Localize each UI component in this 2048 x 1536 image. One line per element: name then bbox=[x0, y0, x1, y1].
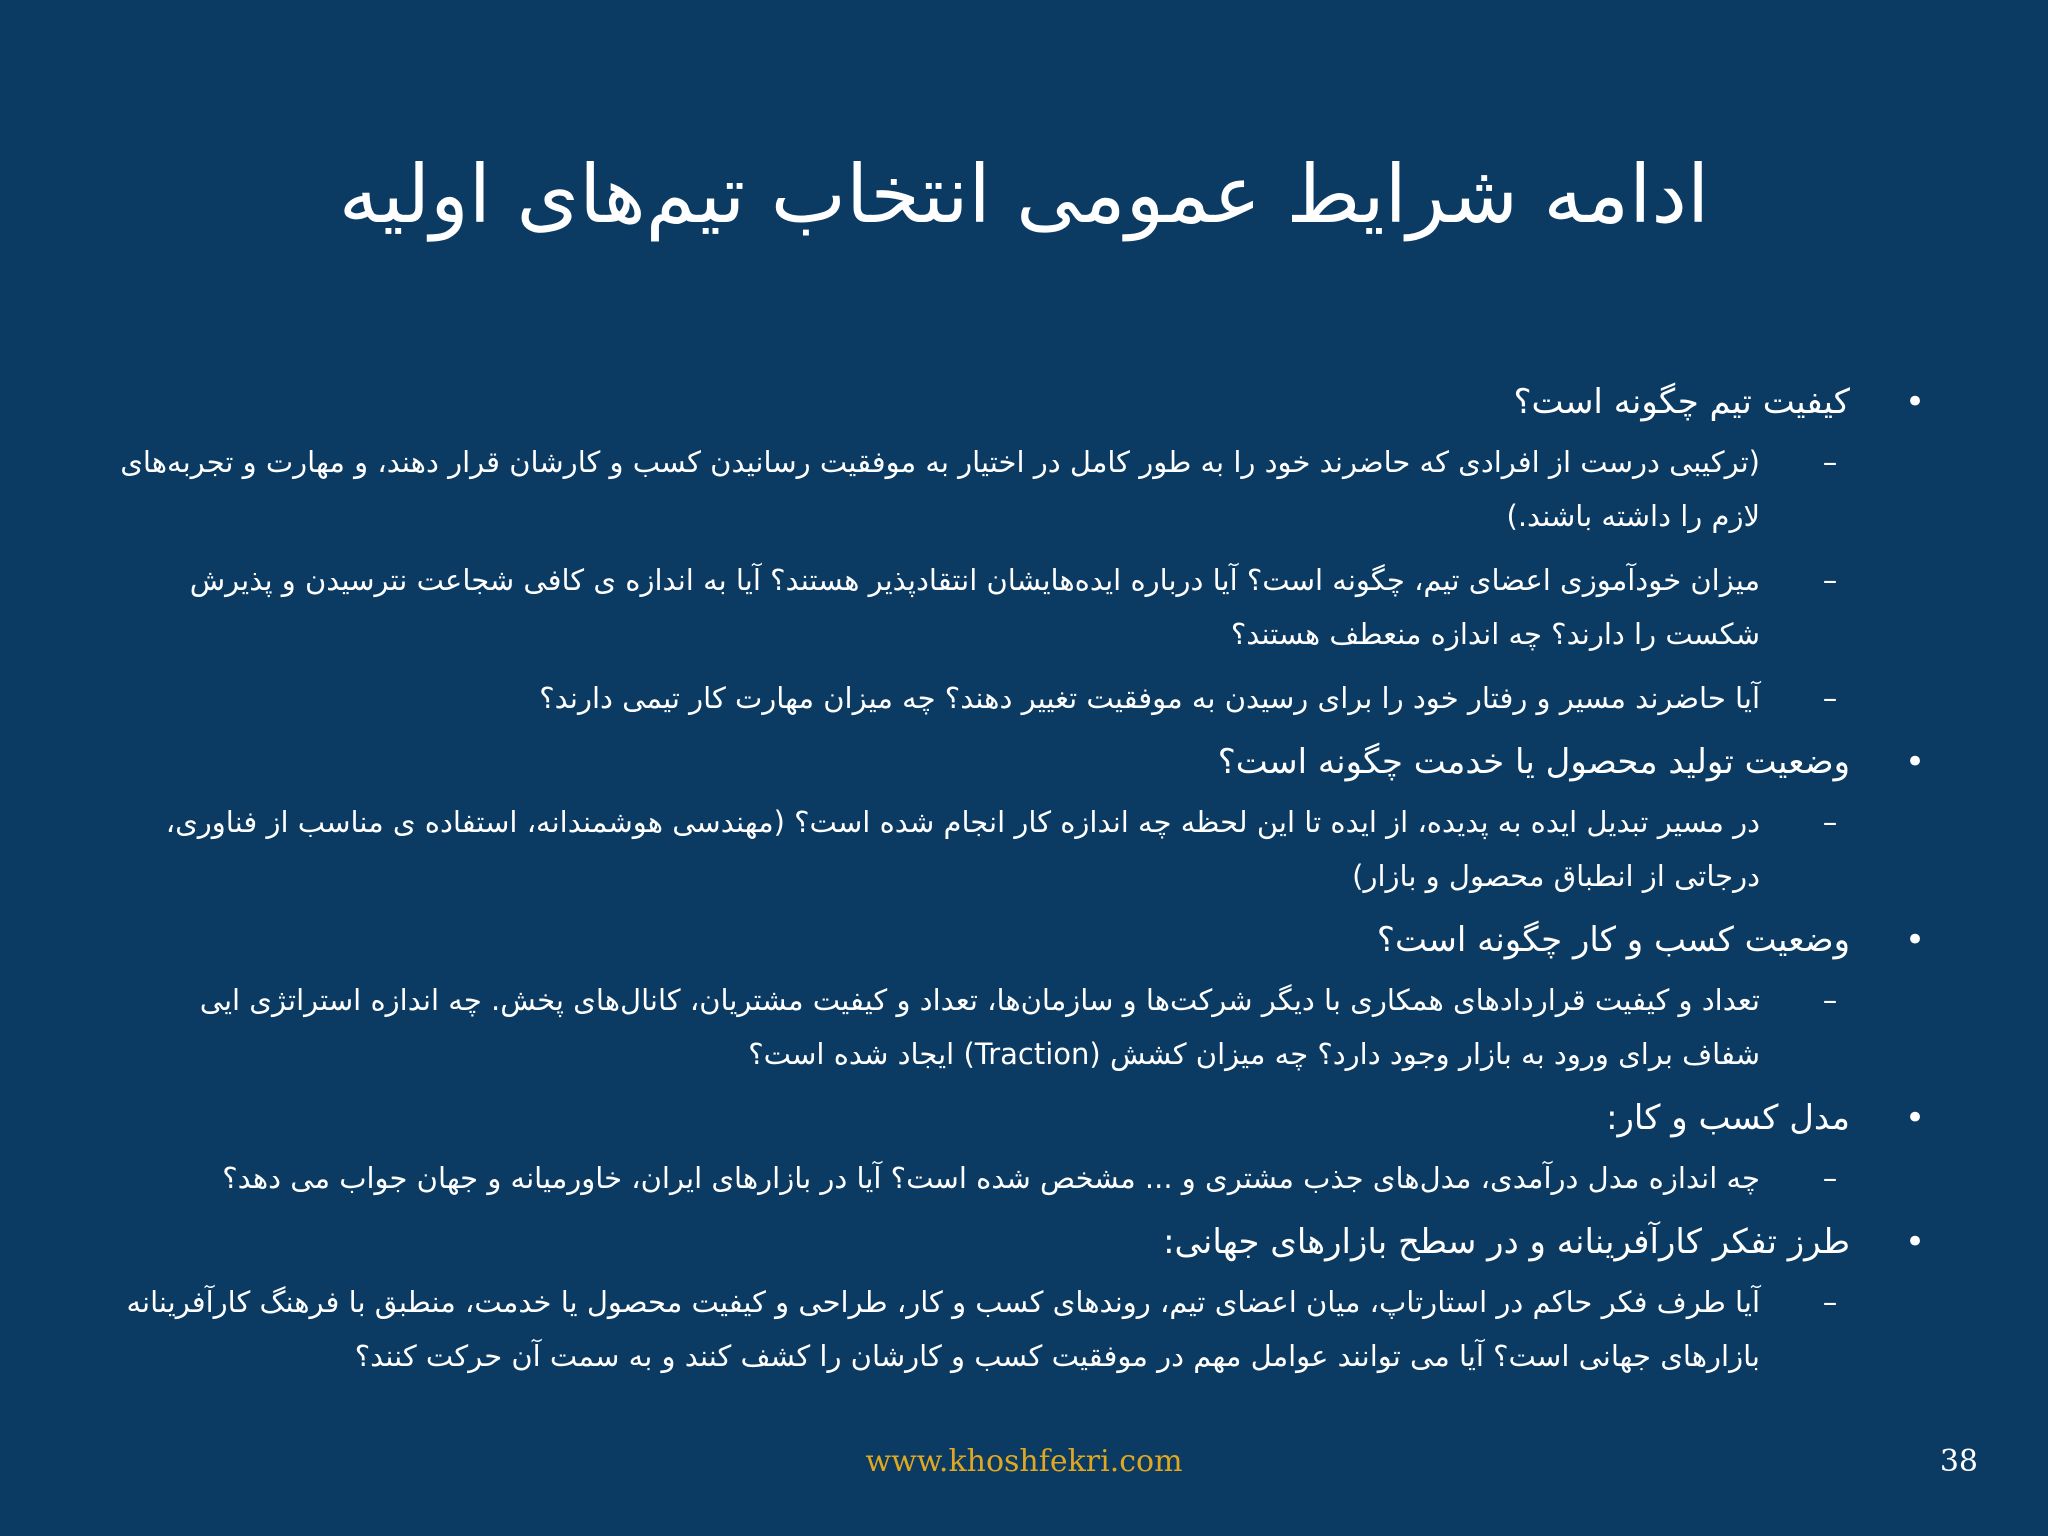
sub-dash: – bbox=[1822, 1285, 1838, 1319]
sub-dash: – bbox=[1822, 805, 1838, 839]
sub-text: در مسیر تبدیل ایده به پدیده، از ایده تا این لحظه چه اندازه کار انجام شده است؟ (مهندسی هوشمندانه، استفاده ی مناسب از فناوری، درجاتی از انطباق محصول و بازار) bbox=[165, 805, 1760, 893]
sub-text: میزان خودآموزی اعضای تیم، چگونه است؟ آیا درباره ایده‌هایشان انتقادپذیر هستند؟ آیا به اندازه ی کافی شجاعت نترسیدن و پذیرش شکست را دارند؟ چه اندازه منعطف هستند؟ bbox=[189, 563, 1760, 651]
sub-item bbox=[120, 973, 1930, 1081]
page-number: 38 bbox=[1939, 1444, 1978, 1479]
sub-dash: – bbox=[1822, 681, 1838, 715]
bullet-dot: • bbox=[1904, 382, 1926, 422]
bullet-item bbox=[120, 375, 1930, 429]
sub-item bbox=[120, 1151, 1930, 1205]
sub-text: چه اندازه مدل درآمدی، مدل‌های جذب مشتری و ... مشخص شده است؟ آیا در بازارهای ایران، خاورمیانه و جهان جواب می دهد؟ bbox=[222, 1161, 1760, 1195]
bullet-item bbox=[120, 1215, 1930, 1269]
sub-item bbox=[120, 671, 1930, 725]
bullet-text: مدل کسب و کار: bbox=[1606, 1098, 1850, 1138]
slide-title: ادامه شرایط عمومی انتخاب تیم‌های اولیه bbox=[338, 148, 1710, 241]
bullet-item bbox=[120, 735, 1930, 789]
sub-item bbox=[120, 795, 1930, 903]
bullet-dot: • bbox=[1904, 742, 1926, 782]
sub-dash: – bbox=[1822, 1161, 1838, 1195]
bullet-text: وضعیت کسب و کار چگونه است؟ bbox=[1376, 920, 1850, 960]
bullet-text: وضعیت تولید محصول یا خدمت چگونه است؟ bbox=[1217, 742, 1850, 782]
sub-text: آیا حاضرند مسیر و رفتار خود را برای رسیدن به موفقیت تغییر دهند؟ چه میزان مهارت کار تیمی دارند؟ bbox=[539, 681, 1760, 715]
sub-text: تعداد و کیفیت قراردادهای همکاری با دیگر شرکت‌ها و سازمان‌ها، تعداد و کیفیت مشتریان، کانال‌های پخش. چه اندازه استراتژی ایی شفاف برای ورود به بازار وجود دارد؟ چه میزان کشش (Traction) ایجاد شده است؟ bbox=[199, 983, 1760, 1071]
slide-content bbox=[120, 365, 1930, 1393]
sub-item bbox=[120, 1275, 1930, 1383]
bullet-item bbox=[120, 1091, 1930, 1145]
sub-dash: – bbox=[1822, 445, 1838, 479]
sub-item bbox=[120, 435, 1930, 543]
bullet-dot: • bbox=[1904, 1098, 1926, 1138]
bullet-dot: • bbox=[1904, 1222, 1926, 1262]
footer-website-link[interactable]: www.khoshfekri.com bbox=[865, 1444, 1183, 1479]
bullet-dot: • bbox=[1904, 920, 1926, 960]
sub-dash: – bbox=[1822, 983, 1838, 1017]
bullet-text: طرز تفکر کارآفرینانه و در سطح بازارهای جهانی: bbox=[1163, 1222, 1850, 1262]
sub-text: (ترکیبی درست از افرادی که حاضرند خود را به طور کامل در اختیار به موفقیت رسانیدن کسب و کارشان قرار دهند، و مهارت و تجربه‌های لازم را داشته باشند.) bbox=[120, 445, 1760, 533]
bullet-item bbox=[120, 913, 1930, 967]
sub-item bbox=[120, 553, 1930, 661]
bullet-text: کیفیت تیم چگونه است؟ bbox=[1513, 382, 1850, 422]
sub-text: آیا طرف فکر حاکم در استارتاپ، میان اعضای تیم، روندهای کسب و کار، طراحی و کیفیت محصول یا خدمت، منطبق با فرهنگ کارآفرینانه بازارهای جهانی است؟ آیا می توانند عوامل مهم در موفقیت کسب و کارشان را کشف کنند و به سمت آن حرکت کنند؟ bbox=[126, 1285, 1760, 1373]
sub-dash: – bbox=[1822, 563, 1838, 597]
